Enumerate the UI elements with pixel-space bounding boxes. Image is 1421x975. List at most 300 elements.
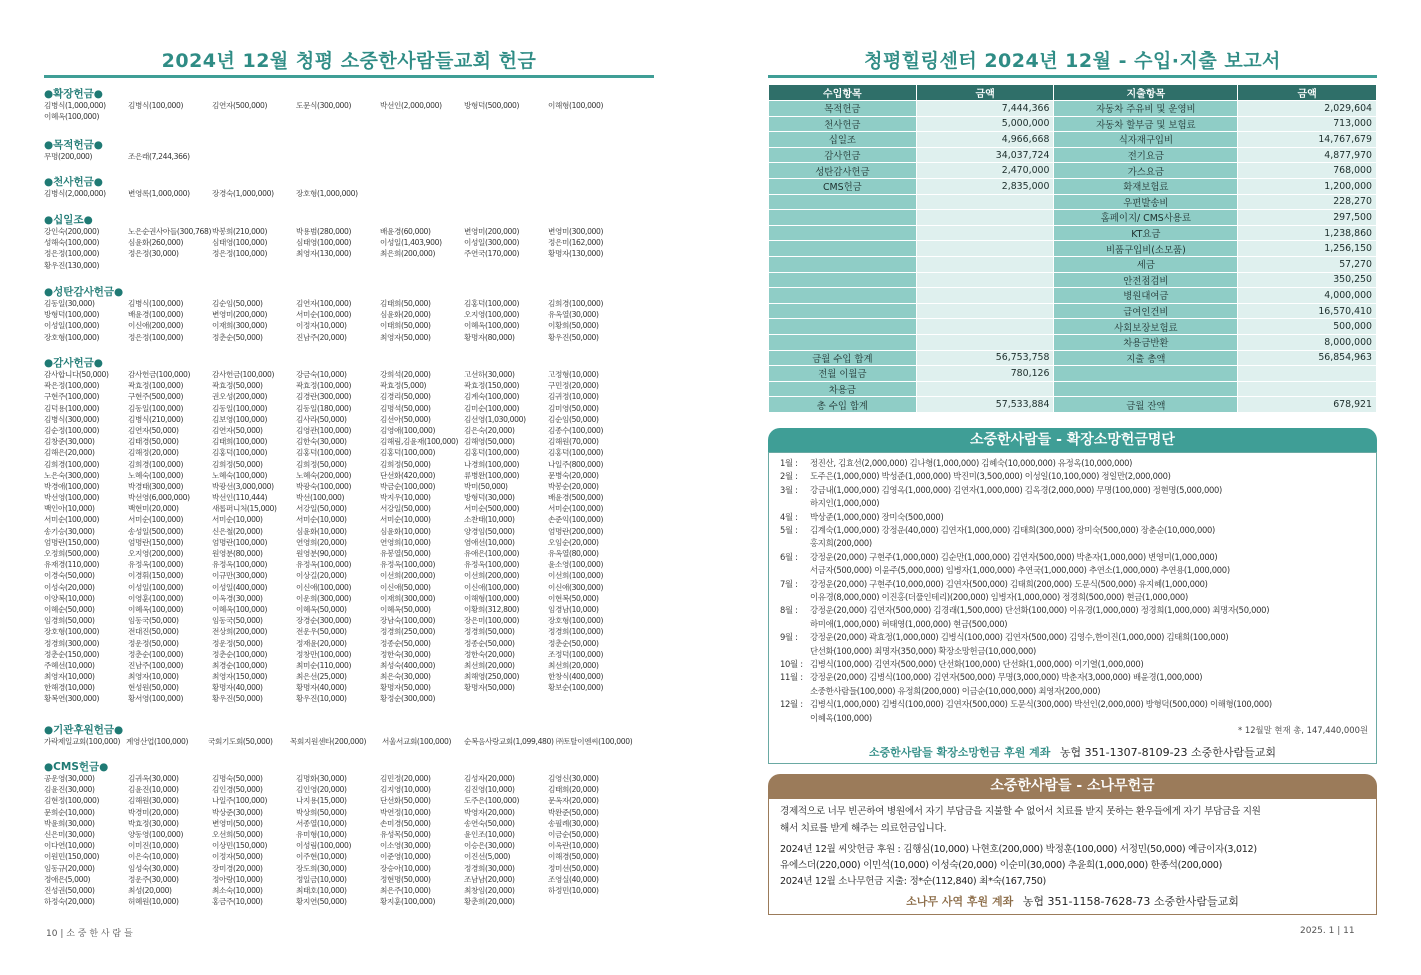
donor-entry: 김연자(500,000) xyxy=(212,101,268,110)
donor-entry: 이해경(50,000) xyxy=(548,852,599,862)
table-row xyxy=(769,256,1377,272)
donor-entry: 김보영(100,000) xyxy=(212,414,268,424)
donor-entry: 심태영(100,000) xyxy=(296,238,352,248)
donor-entry: 문옥자(20,000) xyxy=(548,796,599,806)
donor-entry: 박효정(30,000) xyxy=(128,818,179,828)
donor-entry: 박영자(20,000) xyxy=(464,807,515,817)
donor-entry: 강희석(20,000) xyxy=(380,370,431,379)
donor-entry: 임경남(10,000) xyxy=(548,604,599,614)
donor-entry: 이성일(1,403,900) xyxy=(380,238,442,248)
donor-entry: 변영미(50,000) xyxy=(212,818,263,828)
donor-entry: 김병식(2,000,000) xyxy=(44,189,106,198)
donor-entry: 정일금(10,000) xyxy=(296,874,347,884)
donor-entry: 김영신(30,000) xyxy=(548,774,599,783)
month-donor-line xyxy=(780,524,1215,538)
income-amount-cell xyxy=(916,241,1054,257)
month-donors: 하지인(1,000,000) xyxy=(810,498,880,509)
expense-item-cell: 자동차 주유비 및 운영비 xyxy=(1054,101,1238,117)
month-donors: 하미애(1,000,000) 허태영(1,000,000) 현금(500,000) xyxy=(810,618,1008,629)
donor-row xyxy=(44,773,664,784)
donor-entry: 조영실(40,000) xyxy=(548,874,599,884)
donor-entry: 김윤진(30,000) xyxy=(44,785,95,795)
month-donors: 이혜옥(100,000) xyxy=(810,712,872,723)
table-header-row xyxy=(769,85,1377,101)
donor-entry: 김창준(30,000) xyxy=(44,437,95,447)
donor-entry: 성해숙(100,000) xyxy=(44,238,100,248)
income-amount-cell: 57,533,884 xyxy=(916,397,1054,413)
donor-entry: 정아랑(10,000) xyxy=(212,874,263,884)
table-row xyxy=(769,194,1377,210)
donor-row xyxy=(44,582,664,593)
donor-entry: 김희경(100,000) xyxy=(44,459,100,469)
income-item-cell xyxy=(769,319,917,335)
donor-row xyxy=(44,332,664,343)
donor-entry: 서미순(100,000) xyxy=(128,515,184,525)
donor-entry: 김종수(100,000) xyxy=(548,425,604,435)
donor-row xyxy=(44,391,664,402)
donor-entry: 이성일(400,000) xyxy=(212,582,268,592)
month-label: 5월 : xyxy=(780,525,798,535)
donor-entry: 김계숙(100,000) xyxy=(464,392,520,402)
donor-entry: 윤소영(100,000) xyxy=(548,560,604,570)
income-item-cell: 성탄감사헌금 xyxy=(769,163,917,179)
donor-entry: 방형덕(500,000) xyxy=(464,101,520,110)
donor-entry: 정춘순(100,000) xyxy=(212,649,268,659)
month-donor-line xyxy=(780,712,872,726)
donor-entry: 정종순(50,000) xyxy=(464,638,515,648)
donor-entry: 이신애(100,000) xyxy=(296,582,352,592)
donor-grid xyxy=(44,298,664,343)
donor-entry: 이운희(300,000) xyxy=(296,593,352,603)
donor-entry: 하정민(10,000) xyxy=(548,885,599,895)
donor-entry: 현성원(50,000) xyxy=(128,683,179,693)
expense-item-cell: 우편발송비 xyxy=(1054,194,1238,210)
month-donors: 도주은(1,000,000) 박성준(1,000,000) 박진미(3,500,000) 이성일(10,100,000) 정일만(2,000,000) xyxy=(810,471,1171,482)
donor-entry: 김인경(50,000) xyxy=(212,785,263,795)
section-heading: ●성탄감사헌금● xyxy=(44,286,124,298)
donor-row xyxy=(44,320,664,331)
month-donors: 홍지희(200,000) xyxy=(810,538,872,549)
month-donors: 정진산, 김효선(2,000,000) 김나형(1,000,000) 김혜숙(10,000,000) 유정옥(10,000,000) xyxy=(810,458,1133,468)
donor-entry: 원영분(90,000) xyxy=(296,549,347,558)
donor-entry: 심윤화(20,000) xyxy=(380,310,431,320)
table-row xyxy=(769,241,1377,257)
donor-entry: 주혜선(10,000) xyxy=(44,660,95,670)
donor-entry: 김경란(300,000) xyxy=(296,392,352,402)
donor-entry: 정경희(100,000) xyxy=(548,627,604,637)
donor-entry: 임경희(50,000) xyxy=(44,616,95,626)
table-row xyxy=(769,334,1377,350)
table-row xyxy=(769,225,1377,241)
income-amount-cell xyxy=(916,194,1054,210)
expense-amount-cell: 1,200,000 xyxy=(1238,178,1377,194)
income-item-cell: 전월 이월금 xyxy=(769,366,917,382)
expense-amount-cell: 16,570,410 xyxy=(1238,303,1377,319)
donor-entry: 최경순(100,000) xyxy=(212,660,268,670)
month-donors: 단선화(100,000) 최명자(350,000) 확장소망헌금(10,000,000) xyxy=(810,645,1037,656)
donor-row xyxy=(44,615,664,626)
donor-entry: 한해경(10,000) xyxy=(44,683,95,693)
donor-grid xyxy=(44,188,664,199)
donor-entry: 배윤경(100,000) xyxy=(128,310,184,320)
donor-entry: 정창만(100,000) xyxy=(296,649,352,659)
donor-row xyxy=(44,436,664,447)
donor-entry: 김선아(50,000) xyxy=(380,414,431,424)
donor-entry: 최영자(10,000) xyxy=(128,672,179,682)
month-donors: 김병식(100,000) 김연자(500,000) 단선화(100,000) 단선화(1,000,000) 이기열(1,000,000) xyxy=(810,659,1144,669)
donor-entry: 김순임(50,000) xyxy=(548,414,599,424)
expense-item-cell xyxy=(1054,366,1238,382)
donor-entry: 이황희(312,800) xyxy=(464,604,520,614)
donor-entry: 구민정(20,000) xyxy=(548,381,599,391)
table-row xyxy=(769,381,1377,397)
donor-entry: 박윤희(30,000) xyxy=(44,818,95,828)
donor-entry: 이정자(50,000) xyxy=(212,852,263,862)
donor-entry: 김현정(100,000) xyxy=(44,796,100,806)
expense-item-cell: 금월 잔액 xyxy=(1054,397,1238,413)
donor-entry: 정운정(50,000) xyxy=(212,638,263,648)
income-amount-cell: 34,037,724 xyxy=(916,147,1054,163)
header-expense-amount: 금액 xyxy=(1238,85,1377,101)
pine-account-number: 농협 351-1158-7628-73 소중한사람들교회 xyxy=(1022,895,1239,908)
donor-entry: 최은희(200,000) xyxy=(380,249,436,259)
donor-entry: 정운정(50,000) xyxy=(128,638,179,648)
donor-entry: 연영희(10,000) xyxy=(380,537,431,547)
expense-item-cell: 비품구입비(소모품) xyxy=(1054,241,1238,257)
donor-entry: 박경태(300,000) xyxy=(128,481,184,491)
donor-entry: 단선화(420,000) xyxy=(380,470,436,480)
donor-entry: 박선인(110,444) xyxy=(212,493,268,503)
expense-amount-cell: 500,000 xyxy=(1238,319,1377,335)
donor-entry: 김연자(50,000) xyxy=(128,425,179,435)
table-row xyxy=(769,147,1377,163)
donor-entry: 김희정(50,000) xyxy=(296,459,347,469)
table-row xyxy=(769,163,1377,179)
donor-entry: 김명화(30,000) xyxy=(296,774,347,783)
table-row xyxy=(769,303,1377,319)
donor-entry: 황명자(40,000) xyxy=(296,683,347,693)
donor-entry: 구현주(100,000) xyxy=(44,392,100,402)
month-donor-line xyxy=(780,497,879,511)
donor-entry: 김연자(100,000) xyxy=(296,299,352,308)
donor-entry: 김귀옥(30,000) xyxy=(128,774,179,783)
donor-row xyxy=(44,829,664,840)
month-label: 7월 : xyxy=(780,578,798,589)
donor-entry: 변영록(1,000,000) xyxy=(128,189,190,198)
expense-item-cell: 홈페이지/ CMS사용료 xyxy=(1054,210,1238,226)
income-item-cell: 총 수입 합계 xyxy=(769,397,917,413)
donor-grid xyxy=(44,100,664,122)
donor-entry: 김해원(30,000) xyxy=(128,796,179,806)
donor-entry: 김영관(100,000) xyxy=(296,425,352,435)
donor-row xyxy=(44,459,664,470)
donor-entry: 공운영(30,000) xyxy=(44,774,95,783)
donor-entry: 김해영(50,000) xyxy=(464,437,515,447)
donor-entry: 이해형(100,000) xyxy=(464,593,520,603)
donor-entry: 황지연(50,000) xyxy=(296,897,347,907)
donor-entry: 감사합니다(50,000) xyxy=(44,370,109,379)
donor-entry: 전대진(50,000) xyxy=(128,627,179,637)
donor-entry: 김해은(20,000) xyxy=(44,448,95,458)
income-item-cell: CMS헌금 xyxy=(769,178,917,194)
donor-entry: 전운우(50,000) xyxy=(296,627,347,637)
income-amount-cell: 2,470,000 xyxy=(916,163,1054,179)
donor-entry: 박선영(100,000) xyxy=(44,493,100,503)
month-donors: 이유경(8,000,000) 이진홍(더풀인테리)(200,000) 임병자(1,000,000) 정경희(500,000) 현금(1,000,000) xyxy=(810,592,1188,602)
month-donors: 강정운(20,000) 곽효정(1,000,000) 김병식(100,000) 김연자(500,000) 김영수,한이진(1,000,000) 김태희(100,000) xyxy=(810,632,1229,643)
donor-row xyxy=(44,260,664,271)
donor-row xyxy=(44,380,664,391)
donor-entry: 정은정(100,000) xyxy=(44,249,100,259)
donor-entry: 이선희(200,000) xyxy=(464,571,520,581)
donor-entry: 곽효정(50,000) xyxy=(212,381,263,391)
donor-entry: 엄명란(100,000) xyxy=(212,537,268,547)
income-amount-cell xyxy=(916,210,1054,226)
donor-entry: 유정옥(100,000) xyxy=(296,560,352,570)
donor-entry: 정재윤(20,000) xyxy=(296,638,347,648)
donor-entry: 황명자(40,000) xyxy=(212,683,263,693)
income-item-cell: 천사헌금 xyxy=(769,116,917,132)
donor-entry: 단선화(50,000) xyxy=(380,796,431,806)
donor-entry: 손준익(100,000) xyxy=(548,515,604,525)
expense-amount-cell: 713,000 xyxy=(1238,116,1377,132)
donor-entry: 최해영(250,000) xyxy=(464,672,520,682)
donor-entry: 이다연(10,000) xyxy=(44,841,95,851)
donor-entry: 유정옥(100,000) xyxy=(380,560,436,570)
month-donors: 김병식(1,000,000) 김병식(100,000) 김연자(500,000) 도문식(300,000) 박선인(2,000,000) 방형덕(500,000) 이해형(100,000) xyxy=(810,699,1272,710)
expense-amount-cell: 1,256,150 xyxy=(1238,241,1377,257)
donor-entry: 도문식(300,000) xyxy=(296,101,352,110)
donor-entry: 변영미(200,000) xyxy=(212,310,268,320)
donor-row xyxy=(44,649,664,660)
right-title: 청평힐링센터 2024년 12월 - 수입·지출 보고서 xyxy=(864,50,1281,72)
donor-grid xyxy=(44,151,664,162)
donor-row xyxy=(44,470,664,481)
donor-entry: 박연정(10,000) xyxy=(380,807,431,817)
pine-line-2: 유에스더(220,000) 이민석(10,000) 이성숙(20,000) 이순미(30,000) 추윤희(1,000,000) 한종석(200,000) xyxy=(780,860,1223,871)
donor-row xyxy=(44,447,664,458)
donor-row xyxy=(44,248,664,259)
donor-entry: 이신애(50,000) xyxy=(380,582,431,592)
month-label: 6월 : xyxy=(780,551,798,562)
expense-amount-cell: 56,854,963 xyxy=(1238,350,1377,366)
donor-row xyxy=(44,514,664,525)
donor-entry: 박금순(100,000) xyxy=(380,481,436,491)
donor-entry: 김해림,김윤재(100,000) xyxy=(380,437,459,447)
donor-entry: 박경애(100,000) xyxy=(44,481,100,491)
donor-entry: 박선영(6,000,000) xyxy=(128,493,190,503)
donor-entry: 감사헌금(100,000) xyxy=(128,370,191,379)
income-item-cell: 금월 수입 합계 xyxy=(769,350,917,366)
donor-entry: 노혜숙(100,000) xyxy=(212,470,268,480)
donor-row xyxy=(44,682,664,693)
donor-entry: 김명숙(50,000) xyxy=(212,774,263,783)
donor-entry: 박광선(3,000,000) xyxy=(212,481,274,491)
donor-entry: 심윤화(10,000) xyxy=(296,526,347,536)
donor-entry: 김홍덕(100,000) xyxy=(380,448,436,458)
donor-entry: 변영미(200,000) xyxy=(464,227,520,236)
donor-entry: 장경순(300,000) xyxy=(296,616,352,626)
donor-row xyxy=(44,503,664,514)
donor-entry: 김병식(300,000) xyxy=(44,414,100,424)
right-title-underline xyxy=(768,75,1377,78)
donor-entry: 이승은(30,000) xyxy=(464,841,515,851)
donor-entry: 이준영(10,000) xyxy=(380,852,431,862)
donor-entry: 서미순(10,000) xyxy=(296,515,347,525)
donor-entry: 이신애(100,000) xyxy=(464,582,520,592)
donor-row xyxy=(44,309,664,320)
donor-grid xyxy=(44,736,664,747)
donor-entry: 엄명란(150,000) xyxy=(128,537,184,547)
pine-desc-1: 경제적으로 너무 빈곤하여 병원에서 자기 부담금을 지불할 수 없어서 치료를 받지 못하는 환우들에게 자기 부담금을 지원 xyxy=(780,806,1261,817)
income-item-cell xyxy=(769,256,917,272)
month-donor-line xyxy=(780,604,1269,618)
donor-row xyxy=(44,660,664,671)
left-page xyxy=(0,0,710,975)
income-item-cell xyxy=(769,194,917,210)
donor-entry: 이황희(50,000) xyxy=(548,321,599,331)
donor-entry: 연영희(20,000) xyxy=(296,537,347,547)
income-item-cell xyxy=(769,303,917,319)
donor-entry: 조은래(7,244,366) xyxy=(128,152,190,161)
donor-entry: 유애은(100,000) xyxy=(464,549,520,558)
donor-entry: 서울서교회(100,000) xyxy=(382,737,452,746)
donor-entry: 김태희(100,000) xyxy=(212,437,268,447)
donor-row xyxy=(44,559,664,570)
donor-entry: 서미순(100,000) xyxy=(548,504,604,514)
month-donor-line xyxy=(780,698,1272,712)
expense-amount-cell: 4,877,970 xyxy=(1238,147,1377,163)
donor-entry: 장도희(30,000) xyxy=(296,863,347,873)
donor-entry: 이주현(10,000) xyxy=(296,852,347,862)
donor-entry: 오정희(500,000) xyxy=(44,549,100,558)
expense-item-cell: 세금 xyxy=(1054,256,1238,272)
donor-row xyxy=(44,537,664,548)
donor-row xyxy=(44,795,664,806)
donor-entry: 송성일(500,000) xyxy=(128,526,184,536)
donor-entry: 황우진(10,000) xyxy=(296,694,347,704)
donor-row xyxy=(44,840,664,851)
donor-entry: 신은미(30,000) xyxy=(44,829,95,839)
donor-entry: 정춘순(50,000) xyxy=(548,638,599,648)
donor-entry: 박광숙(100,000) xyxy=(296,481,352,491)
donor-entry: 이상길(20,000) xyxy=(296,571,347,581)
donor-entry: 박지우(10,000) xyxy=(380,493,431,503)
donor-entry: 이소영(30,000) xyxy=(380,841,431,851)
donor-entry: 장남숙(100,000) xyxy=(380,616,436,626)
donor-entry: 유정옥(100,000) xyxy=(212,560,268,570)
donor-row xyxy=(44,111,664,122)
section-heading: ●확장헌금● xyxy=(44,88,103,100)
expense-amount-cell: 1,238,860 xyxy=(1238,225,1377,241)
income-amount-cell xyxy=(916,256,1054,272)
donor-entry: 이영훈(100,000) xyxy=(128,593,184,603)
donor-entry: 문병숙(20,000) xyxy=(548,470,599,480)
donor-entry: 장경숙(1,000,000) xyxy=(212,189,274,198)
month-donors: 강정운(20,000) 구현주(10,000,000) 김연자(500,000) 김태희(200,000) 도문식(500,000) 유지혜(1,000,000) xyxy=(810,578,1208,589)
donor-entry: 정은미(162,000) xyxy=(548,238,604,248)
donor-entry: 도주은(100,000) xyxy=(464,796,520,806)
donor-entry: 곽효정(100,000) xyxy=(296,381,352,391)
donor-entry: 서미순(100,000) xyxy=(44,515,100,525)
donor-entry: 이혜옥(100,000) xyxy=(464,321,520,331)
donor-entry: 홍금주(10,000) xyxy=(212,897,263,907)
donor-entry: 노혜숙(200,000) xyxy=(296,470,352,480)
donor-entry: 김경리(50,000) xyxy=(380,392,431,402)
donor-entry: 구현주(500,000) xyxy=(128,392,184,402)
donor-entry: 계영산업(100,000) xyxy=(126,737,189,746)
donor-entry: 김진영(10,000) xyxy=(464,785,515,795)
donor-entry: 김희정(50,000) xyxy=(380,459,431,469)
donor-entry: 나경희(100,000) xyxy=(464,459,520,469)
donor-entry: 황지훈(100,000) xyxy=(380,897,436,907)
donor-entry: 백인아(10,000) xyxy=(44,504,95,514)
section-heading: ●CMS헌금● xyxy=(44,761,109,773)
donor-row xyxy=(44,851,664,862)
donor-entry: 황보순(100,000) xyxy=(548,683,604,693)
month-donors: 강정운(20,000) 구현주(1,000,000) 김순만(1,000,000) 김연자(500,000) 박춘자(1,000,000) 변영미(1,000,000) xyxy=(810,551,1218,562)
donor-entry: 장호형(1,000,000) xyxy=(296,189,358,198)
income-amount-cell: 780,126 xyxy=(916,366,1054,382)
donor-entry: 정종순(50,000) xyxy=(380,638,431,648)
income-item-cell xyxy=(769,272,917,288)
donor-entry: 임동국(50,000) xyxy=(128,616,179,626)
donor-entry: 전상희(200,000) xyxy=(212,627,268,637)
section-heading: ●감사헌금● xyxy=(44,357,103,369)
donor-row xyxy=(44,863,664,874)
donor-entry: 임동국(50,000) xyxy=(212,616,263,626)
income-item-cell: 감사헌금 xyxy=(769,147,917,163)
donor-row xyxy=(44,818,664,829)
expense-item-cell xyxy=(1054,381,1238,397)
donor-entry: 조정덕(100,000) xyxy=(548,649,604,659)
donor-entry: 황명자(50,000) xyxy=(464,683,515,693)
donor-entry: 정운주(30,000) xyxy=(128,874,179,884)
donor-entry: 최소숙(10,000) xyxy=(212,885,263,895)
donor-entry: 정은정(100,000) xyxy=(212,249,268,259)
expense-item-cell: 지출 총액 xyxy=(1054,350,1238,366)
month-label: 4월 : xyxy=(780,511,798,522)
income-amount-cell xyxy=(916,319,1054,335)
donor-row xyxy=(44,626,664,637)
month-donor-line xyxy=(780,484,1222,498)
income-amount-cell xyxy=(916,381,1054,397)
donor-entry: 심윤화(260,000) xyxy=(128,238,184,248)
month-donors: 강금내(1,000,000) 김영옥(1,000,000) 김연자(1,000,000) 김옥경(2,000,000) 무명(100,000) 정현명(5,000,000) xyxy=(810,484,1223,495)
section-heading: ●기관후원헌금● xyxy=(44,724,124,736)
donor-entry: 백현미(20,000) xyxy=(128,504,179,514)
donor-entry: 진남주(100,000) xyxy=(128,660,184,670)
donor-entry: 김태희(50,000) xyxy=(380,299,431,308)
expense-item-cell: 차용금반환 xyxy=(1054,334,1238,350)
donor-entry: 이태희(50,000) xyxy=(380,321,431,331)
donor-entry: 이은숙(10,000) xyxy=(128,852,179,862)
donor-entry: 곽은정(100,000) xyxy=(44,381,100,391)
donor-entry: 새롭퍼니처(15,000) xyxy=(212,504,277,514)
header-income-item: 수입항목 xyxy=(769,85,917,101)
donor-entry: 유정옥(100,000) xyxy=(464,560,520,570)
donor-entry: 황우진(50,000) xyxy=(212,694,263,704)
donor-entry: 정춘순(100,000) xyxy=(128,649,184,659)
donor-entry: 순복음사랑교회(1,099,480) xyxy=(464,737,554,746)
donor-entry: 방형덕(30,000) xyxy=(464,493,515,503)
expense-amount-cell: 228,270 xyxy=(1238,194,1377,210)
month-label: 3월 : xyxy=(780,484,798,495)
donor-entry: 정한숙(30,000) xyxy=(380,649,431,659)
donor-entry: 김홍덕(100,000) xyxy=(464,448,520,458)
income-expense-table xyxy=(768,84,1377,413)
section-heading: ●천사헌금● xyxy=(44,176,103,188)
